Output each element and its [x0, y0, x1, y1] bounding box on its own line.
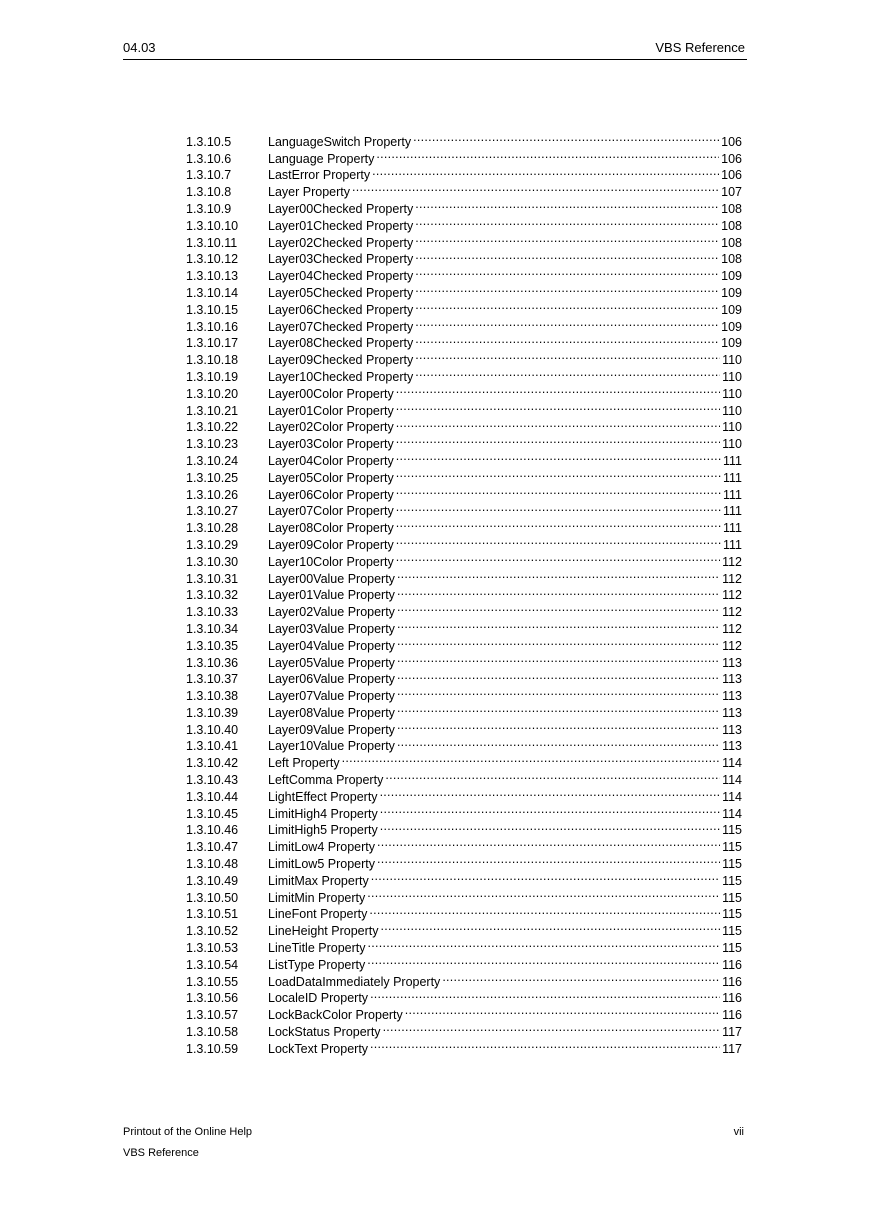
toc-entry-page: 113	[722, 705, 742, 720]
toc-dot-leader	[397, 633, 720, 650]
toc-entry-number: 1.3.10.57	[186, 1008, 239, 1023]
toc-dot-leader	[380, 918, 720, 935]
toc-dot-leader	[415, 247, 719, 264]
toc-entry-number: 1.3.10.18	[186, 353, 239, 368]
toc-entry-number: 1.3.10.55	[186, 974, 239, 989]
toc-entry-title: LeftComma Property	[268, 773, 384, 788]
toc-entry-page: 115	[722, 840, 742, 855]
toc-entry-page: 108	[721, 218, 742, 233]
toc-dot-leader	[396, 499, 721, 516]
toc-entry-title: Layer08Color Property	[268, 521, 394, 536]
toc-dot-leader	[370, 986, 720, 1003]
toc-entry-page: 113	[722, 655, 742, 670]
toc-dot-leader	[397, 717, 720, 734]
toc-dot-leader	[377, 851, 720, 868]
toc-entry-title: Layer10Checked Property	[268, 369, 414, 384]
toc-dot-leader	[397, 734, 720, 751]
toc-entry-number: 1.3.10.22	[186, 420, 239, 435]
toc-entry-page: 110	[722, 437, 742, 452]
footer-line2: VBS Reference	[123, 1147, 199, 1159]
footer-page-number: vii	[733, 1126, 744, 1138]
toc-entry-page: 112	[722, 571, 742, 586]
toc-entry-number: 1.3.10.27	[186, 504, 239, 519]
toc-entry-title: Layer07Checked Property	[268, 319, 414, 334]
toc-entry-title: Layer03Value Property	[268, 621, 395, 636]
toc-entry-title: Language Property	[268, 151, 375, 166]
toc-entry-title: Layer00Color Property	[268, 386, 394, 401]
toc-entry-number: 1.3.10.50	[186, 890, 239, 905]
toc-entry-number: 1.3.10.38	[186, 689, 239, 704]
toc-entry-title: LockStatus Property	[268, 1025, 381, 1040]
toc-entry-page: 115	[722, 941, 742, 956]
toc-entry-number: 1.3.10.28	[186, 521, 239, 536]
toc-entry-title: LimitLow5 Property	[268, 857, 375, 872]
toc-entry-number: 1.3.10.5	[186, 134, 232, 149]
toc-entry-title: LimitHigh5 Property	[268, 823, 378, 838]
toc-entry-number: 1.3.10.30	[186, 554, 239, 569]
toc-entry-number: 1.3.10.36	[186, 655, 239, 670]
toc-dot-leader	[397, 616, 720, 633]
toc-entry-page: 109	[721, 319, 742, 334]
toc-entry-number: 1.3.10.26	[186, 487, 239, 502]
toc-dot-leader	[397, 583, 720, 600]
toc-entry-title: Layer02Value Property	[268, 605, 395, 620]
toc-entry-page: 111	[722, 521, 742, 536]
footer-line1: Printout of the Online Help	[123, 1126, 253, 1138]
toc-entry-page: 109	[721, 269, 742, 284]
toc-entry-title: LightEffect Property	[268, 789, 378, 804]
toc-entry-title: Layer09Color Property	[268, 537, 394, 552]
toc-entry-number: 1.3.10.23	[186, 437, 239, 452]
toc-entry-title: LineHeight Property	[268, 924, 379, 939]
toc-dot-leader	[371, 868, 720, 885]
header-title: VBS Reference	[655, 40, 745, 55]
toc-dot-leader	[396, 415, 720, 432]
toc-entry-page: 114	[722, 756, 742, 771]
toc-entry-number: 1.3.10.48	[186, 857, 239, 872]
toc-entry-title: Layer04Checked Property	[268, 269, 414, 284]
toc-entry-page: 108	[721, 235, 742, 250]
toc-entry-page: 109	[721, 302, 742, 317]
toc-entry-number: 1.3.10.15	[186, 302, 239, 317]
toc-dot-leader	[396, 381, 720, 398]
toc-dot-leader	[367, 952, 720, 969]
toc-entry-number: 1.3.10.59	[186, 1041, 239, 1056]
toc-entry-number: 1.3.10.53	[186, 941, 239, 956]
toc-dot-leader	[372, 163, 719, 180]
toc-entry-number: 1.3.10.52	[186, 924, 239, 939]
toc-entry-page: 110	[722, 353, 742, 368]
toc-dot-leader	[396, 482, 721, 499]
toc-entry-number: 1.3.10.20	[186, 386, 239, 401]
toc-entry-number: 1.3.10.39	[186, 705, 239, 720]
toc-entry-title: Layer04Color Property	[268, 453, 394, 468]
toc-entry-number: 1.3.10.45	[186, 806, 239, 821]
toc-dot-leader	[415, 297, 719, 314]
toc-entry-page: 116	[722, 957, 742, 972]
toc-entry-number: 1.3.10.46	[186, 823, 239, 838]
toc-entry-page: 106	[721, 134, 742, 149]
toc-entry-title: Layer01Checked Property	[268, 218, 414, 233]
toc-entry-number: 1.3.10.32	[186, 588, 239, 603]
toc-entry-title: LineFont Property	[268, 907, 368, 922]
toc-entry-page: 113	[722, 689, 742, 704]
toc-dot-leader	[385, 767, 720, 784]
toc-entry-number: 1.3.10.42	[186, 756, 239, 771]
toc-entry-number: 1.3.10.44	[186, 789, 239, 804]
toc-entry-title: Layer10Color Property	[268, 554, 394, 569]
toc-entry-title: Layer05Value Property	[268, 655, 395, 670]
toc-entry-title: LimitHigh4 Property	[268, 806, 378, 821]
toc-entry-number: 1.3.10.12	[186, 252, 239, 267]
toc-entry-title: Layer09Checked Property	[268, 353, 414, 368]
toc-entry-title: LimitMax Property	[268, 873, 369, 888]
toc-entry-page: 116	[722, 991, 742, 1006]
toc-dot-leader	[380, 818, 720, 835]
toc-entry-title: LocaleID Property	[268, 991, 369, 1006]
toc-entry-number: 1.3.10.41	[186, 739, 239, 754]
toc-entry-number: 1.3.10.11	[186, 235, 238, 250]
toc-dot-leader	[369, 902, 720, 919]
toc-entry-page: 109	[721, 285, 742, 300]
toc-dot-leader	[397, 650, 720, 667]
toc-entry-page: 112	[722, 638, 742, 653]
toc-entry-title: Layer01Color Property	[268, 403, 394, 418]
toc-entry-page: 112	[722, 588, 742, 603]
toc-entry-number: 1.3.10.37	[186, 672, 239, 687]
toc-dot-leader	[380, 801, 720, 818]
toc-dot-leader	[376, 146, 719, 163]
toc-dot-leader	[442, 969, 720, 986]
toc-entry-page: 114	[722, 773, 742, 788]
toc-entry-number: 1.3.10.8	[186, 185, 232, 200]
toc-entry-page: 113	[722, 722, 742, 737]
toc-entry-number: 1.3.10.31	[186, 571, 239, 586]
toc-entry-page: 115	[722, 857, 742, 872]
toc-entry-number: 1.3.10.43	[186, 773, 239, 788]
toc-dot-leader	[415, 213, 719, 230]
toc-dot-leader	[342, 750, 720, 767]
toc-entry-page: 111	[722, 453, 742, 468]
toc-entry-page: 109	[721, 336, 742, 351]
toc-entry-title: Layer00Checked Property	[268, 201, 414, 216]
toc-entry-page: 110	[722, 369, 742, 384]
toc-entry-page: 111	[722, 470, 742, 485]
toc-dot-leader	[415, 314, 719, 331]
toc-entry-number: 1.3.10.47	[186, 840, 239, 855]
toc-entry-page: 115	[722, 890, 742, 905]
toc-entry-title: Layer09Value Property	[268, 722, 395, 737]
toc-entry-page: 110	[722, 403, 742, 418]
toc-entry-page: 113	[722, 672, 742, 687]
toc-entry-title: Layer06Color Property	[268, 487, 394, 502]
toc-entry-title: LastError Property	[268, 168, 371, 183]
toc-entry-page: 108	[721, 252, 742, 267]
toc-entry-number: 1.3.10.6	[186, 151, 232, 166]
toc-entry-title: LockBackColor Property	[268, 1008, 403, 1023]
toc-entry-page: 110	[722, 386, 742, 401]
toc-entry-page: 106	[721, 168, 742, 183]
toc-entry-number: 1.3.10.10	[186, 218, 239, 233]
toc-entry-number: 1.3.10.40	[186, 722, 239, 737]
toc-dot-leader	[397, 700, 720, 717]
toc-dot-leader	[415, 280, 719, 297]
toc-entry-title: ListType Property	[268, 957, 366, 972]
toc-entry-page: 114	[722, 806, 742, 821]
toc-entry-page: 116	[722, 974, 742, 989]
toc-dot-leader	[396, 549, 720, 566]
toc-entry-number: 1.3.10.21	[186, 403, 239, 418]
toc-dot-leader	[397, 566, 720, 583]
toc-dot-leader	[415, 263, 719, 280]
toc-entry-title: Layer00Value Property	[268, 571, 395, 586]
toc-entry-title: Layer02Checked Property	[268, 235, 414, 250]
toc-entry-page: 111	[722, 537, 742, 552]
header-date: 04.03	[123, 40, 156, 55]
toc-entry-page: 116	[722, 1008, 742, 1023]
toc-entry-title: Layer05Checked Property	[268, 285, 414, 300]
toc-entry-title: LimitLow4 Property	[268, 840, 375, 855]
toc-entry-title: Layer06Value Property	[268, 672, 395, 687]
toc-entry-number: 1.3.10.9	[186, 201, 232, 216]
toc-entry-page: 110	[722, 420, 742, 435]
toc-entry-page: 117	[722, 1025, 742, 1040]
toc-entry-number: 1.3.10.19	[186, 369, 239, 384]
toc-entry-number: 1.3.10.14	[186, 285, 239, 300]
toc-entry-number: 1.3.10.58	[186, 1025, 239, 1040]
toc-entry-title: Layer05Color Property	[268, 470, 394, 485]
toc-entry-page: 111	[722, 487, 742, 502]
toc-entry-title: Layer02Color Property	[268, 420, 394, 435]
toc-dot-leader	[396, 431, 720, 448]
toc-dot-leader	[415, 364, 720, 381]
toc-entry-title: Layer08Value Property	[268, 705, 395, 720]
toc-dot-leader	[370, 1036, 720, 1053]
toc-dot-leader	[352, 179, 719, 196]
toc-entry-page: 106	[721, 151, 742, 166]
toc-entry-title: Layer03Color Property	[268, 437, 394, 452]
toc-entry-page: 117	[722, 1041, 742, 1056]
toc-dot-leader	[397, 683, 720, 700]
toc-entry-title: Layer03Checked Property	[268, 252, 414, 267]
toc-entry-number: 1.3.10.51	[186, 907, 239, 922]
toc-entry-number: 1.3.10.49	[186, 873, 239, 888]
toc-entry-page: 114	[722, 789, 742, 804]
toc-entry-title: Layer Property	[268, 185, 350, 200]
toc-entry-page: 115	[722, 873, 742, 888]
toc-entry-number: 1.3.10.54	[186, 957, 239, 972]
toc-dot-leader	[396, 465, 721, 482]
toc-entry-number: 1.3.10.13	[186, 269, 239, 284]
toc-entry-number: 1.3.10.29	[186, 537, 239, 552]
toc-dot-leader	[415, 230, 719, 247]
toc-entry-number: 1.3.10.17	[186, 336, 239, 351]
toc-entry-number: 1.3.10.35	[186, 638, 239, 653]
toc-dot-leader	[396, 532, 721, 549]
toc-dot-leader	[396, 515, 721, 532]
toc-entry-title: Layer10Value Property	[268, 739, 395, 754]
toc-entry-title: Layer01Value Property	[268, 588, 395, 603]
toc-entry-page: 115	[722, 907, 742, 922]
toc-entry-number: 1.3.10.25	[186, 470, 239, 485]
toc-dot-leader	[397, 599, 720, 616]
toc-entry-number: 1.3.10.24	[186, 453, 239, 468]
toc-entry-number: 1.3.10.33	[186, 605, 239, 620]
toc-entry-number: 1.3.10.34	[186, 621, 239, 636]
toc-dot-leader	[383, 1019, 721, 1036]
toc-dot-leader	[415, 196, 719, 213]
toc-entry-title: LineTitle Property	[268, 941, 366, 956]
toc-entry-title: LockText Property	[268, 1041, 369, 1056]
toc-dot-leader	[367, 885, 720, 902]
toc-dot-leader	[405, 1002, 720, 1019]
toc-entry-title: Layer04Value Property	[268, 638, 395, 653]
toc-entry-page: 112	[722, 621, 742, 636]
toc-dot-leader	[396, 398, 720, 415]
toc-entry-page: 115	[722, 823, 742, 838]
toc-dot-leader	[396, 448, 721, 465]
toc-entry-title: LanguageSwitch Property	[268, 134, 412, 149]
toc-entry-title: Left Property	[268, 756, 340, 771]
toc-entry-page: 112	[722, 605, 742, 620]
toc-dot-leader	[415, 347, 720, 364]
toc-entry-title: Layer07Color Property	[268, 504, 394, 519]
table-of-contents	[186, 129, 742, 1056]
toc-entry-title: Layer06Checked Property	[268, 302, 414, 317]
toc-entry-number: 1.3.10.56	[186, 991, 239, 1006]
toc-dot-leader	[413, 129, 719, 146]
toc-entry-page: 112	[722, 554, 742, 569]
toc-entry-page: 107	[721, 185, 742, 200]
toc-entry-page: 111	[722, 504, 742, 519]
toc-dot-leader	[380, 784, 721, 801]
toc-entry[interactable]	[186, 129, 742, 149]
toc-entry-number: 1.3.10.7	[186, 168, 232, 183]
header-rule	[123, 59, 747, 60]
toc-entry-page: 108	[721, 201, 742, 216]
toc-dot-leader	[368, 935, 721, 952]
toc-entry-number: 1.3.10.16	[186, 319, 239, 334]
toc-entry-page: 113	[722, 739, 742, 754]
toc-dot-leader	[377, 834, 720, 851]
toc-entry-title: LoadDataImmediately Property	[268, 974, 441, 989]
toc-dot-leader	[397, 667, 720, 684]
toc-dot-leader	[415, 331, 719, 348]
toc-entry-title: LimitMin Property	[268, 890, 366, 905]
toc-entry-title: Layer07Value Property	[268, 689, 395, 704]
toc-entry-title: Layer08Checked Property	[268, 336, 414, 351]
toc-entry-page: 115	[722, 924, 742, 939]
